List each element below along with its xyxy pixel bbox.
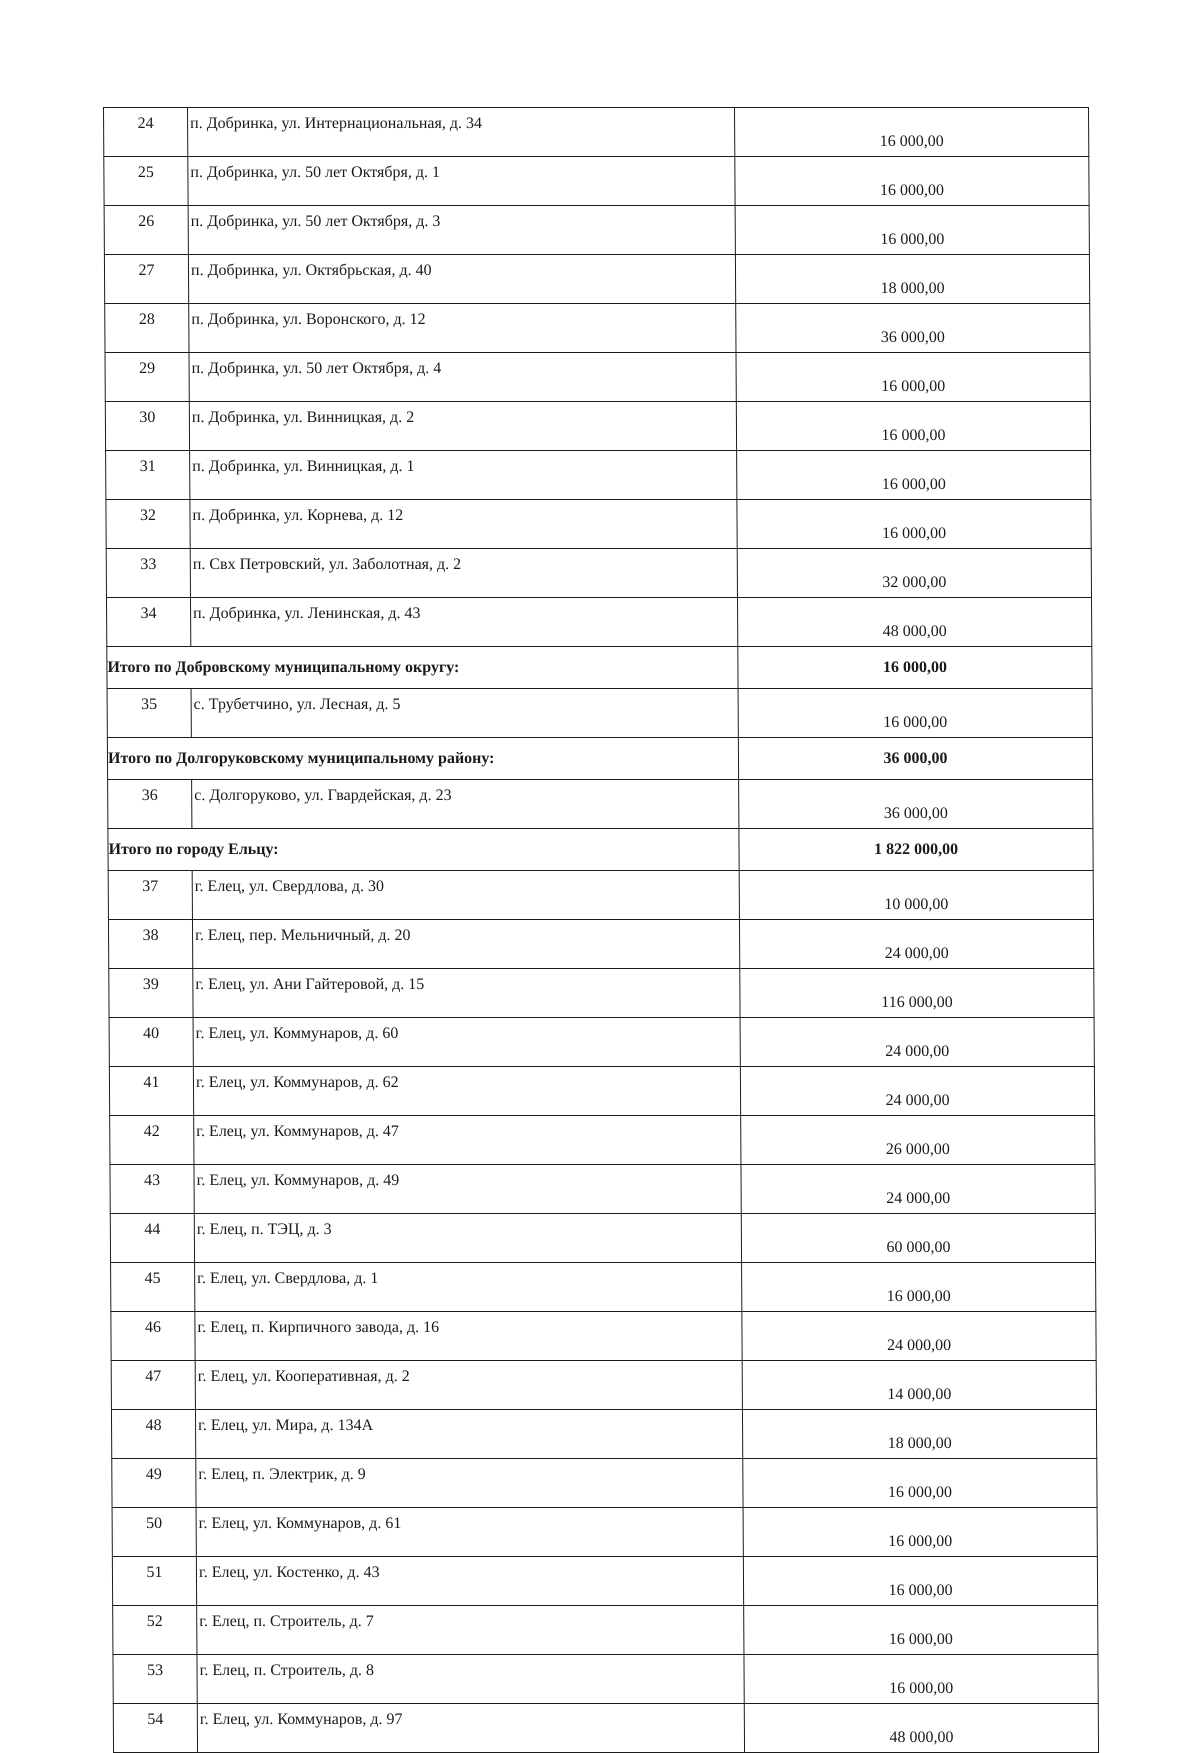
row-number: 28 bbox=[105, 304, 189, 353]
table-row bbox=[108, 780, 1093, 829]
amount-cell: 16 000,00 bbox=[736, 353, 1090, 402]
address-cell: г. Елец, ул. Коммунаров, д. 60 bbox=[193, 1018, 740, 1067]
table-row bbox=[108, 920, 1093, 969]
subtotal-amount: 36 000,00 bbox=[738, 738, 1092, 780]
amount-cell: 24 000,00 bbox=[739, 920, 1093, 969]
row-number: 46 bbox=[111, 1312, 195, 1361]
table-row bbox=[104, 108, 1089, 157]
amount-cell: 14 000,00 bbox=[742, 1361, 1096, 1410]
address-cell: п. Добринка, ул. Корнева, д. 12 bbox=[190, 500, 737, 549]
row-number: 25 bbox=[104, 157, 188, 206]
row-number: 30 bbox=[105, 402, 189, 451]
amount-cell: 26 000,00 bbox=[741, 1116, 1095, 1165]
address-cell: г. Елец, ул. Коммунаров, д. 61 bbox=[196, 1508, 743, 1557]
amount-cell: 16 000,00 bbox=[743, 1459, 1097, 1508]
table-row bbox=[106, 451, 1091, 500]
address-cell: г. Елец, ул. Костенко, д. 43 bbox=[196, 1557, 743, 1606]
table-row bbox=[105, 304, 1090, 353]
subtotal-row bbox=[108, 829, 1093, 871]
amount-cell: 16 000,00 bbox=[744, 1655, 1098, 1704]
table-row bbox=[112, 1508, 1097, 1557]
amount-cell: 32 000,00 bbox=[737, 549, 1091, 598]
table-row bbox=[110, 1116, 1095, 1165]
amount-cell: 16 000,00 bbox=[735, 157, 1089, 206]
subtotal-amount: 16 000,00 bbox=[738, 647, 1092, 689]
row-number: 42 bbox=[110, 1116, 194, 1165]
row-number: 45 bbox=[111, 1263, 195, 1312]
table-row bbox=[109, 1018, 1094, 1067]
address-cell: г. Елец, ул. Коммунаров, д. 49 bbox=[194, 1165, 741, 1214]
amount-cell: 16 000,00 bbox=[735, 206, 1089, 255]
row-number: 48 bbox=[111, 1410, 195, 1459]
amount-cell: 48 000,00 bbox=[737, 598, 1091, 647]
table-row bbox=[108, 871, 1093, 920]
funding-table bbox=[103, 107, 1099, 1753]
table-row bbox=[105, 353, 1090, 402]
amount-cell: 60 000,00 bbox=[741, 1214, 1095, 1263]
address-cell: г. Елец, пер. Мельничный, д. 20 bbox=[192, 920, 739, 969]
row-number: 47 bbox=[111, 1361, 195, 1410]
address-cell: п. Добринка, ул. Воронского, д. 12 bbox=[189, 304, 736, 353]
amount-cell: 18 000,00 bbox=[735, 255, 1089, 304]
row-number: 44 bbox=[110, 1214, 194, 1263]
address-cell: п. Добринка, ул. 50 лет Октября, д. 3 bbox=[188, 206, 735, 255]
amount-cell: 18 000,00 bbox=[742, 1410, 1096, 1459]
amount-cell: 24 000,00 bbox=[742, 1312, 1096, 1361]
row-number: 49 bbox=[112, 1459, 196, 1508]
address-cell: г. Елец, ул. Свердлова, д. 30 bbox=[192, 871, 739, 920]
table-row bbox=[105, 402, 1090, 451]
amount-cell: 24 000,00 bbox=[740, 1018, 1094, 1067]
amount-cell: 16 000,00 bbox=[737, 451, 1091, 500]
row-number: 39 bbox=[109, 969, 193, 1018]
address-cell: с. Трубетчино, ул. Лесная, д. 5 bbox=[191, 689, 738, 738]
address-cell: г. Елец, ул. Свердлова, д. 1 bbox=[195, 1263, 742, 1312]
address-cell: п. Добринка, ул. Винницкая, д. 2 bbox=[189, 402, 736, 451]
row-number: 27 bbox=[104, 255, 188, 304]
amount-cell: 10 000,00 bbox=[739, 871, 1093, 920]
row-number: 50 bbox=[112, 1508, 196, 1557]
table-row bbox=[110, 1165, 1095, 1214]
amount-cell: 16 000,00 bbox=[743, 1508, 1097, 1557]
amount-cell: 36 000,00 bbox=[739, 780, 1093, 829]
address-cell: п. Добринка, ул. Ленинская, д. 43 bbox=[190, 598, 737, 647]
table-row bbox=[113, 1704, 1098, 1753]
subtotal-amount: 1 822 000,00 bbox=[739, 829, 1093, 871]
address-cell: г. Елец, п. Строитель, д. 8 bbox=[197, 1655, 744, 1704]
address-cell: п. Добринка, ул. Винницкая, д. 1 bbox=[190, 451, 737, 500]
address-cell: г. Елец, п. Строитель, д. 7 bbox=[197, 1606, 744, 1655]
address-cell: г. Елец, ул. Ани Гайтеровой, д. 15 bbox=[193, 969, 740, 1018]
row-number: 53 bbox=[113, 1655, 197, 1704]
table-row bbox=[106, 500, 1091, 549]
amount-cell: 16 000,00 bbox=[742, 1263, 1096, 1312]
address-cell: п. Добринка, ул. 50 лет Октября, д. 1 bbox=[188, 157, 735, 206]
amount-cell: 24 000,00 bbox=[741, 1165, 1095, 1214]
table-row bbox=[109, 1067, 1094, 1116]
amount-cell: 16 000,00 bbox=[744, 1606, 1098, 1655]
address-cell: г. Елец, ул. Коммунаров, д. 62 bbox=[193, 1067, 740, 1116]
amount-cell: 16 000,00 bbox=[735, 108, 1089, 157]
amount-cell: 24 000,00 bbox=[740, 1067, 1094, 1116]
row-number: 35 bbox=[107, 689, 191, 738]
row-number: 26 bbox=[104, 206, 188, 255]
table-row bbox=[113, 1655, 1098, 1704]
table-body bbox=[104, 108, 1099, 1753]
row-number: 51 bbox=[112, 1557, 196, 1606]
amount-cell: 48 000,00 bbox=[744, 1704, 1098, 1753]
table-row bbox=[112, 1459, 1097, 1508]
address-cell: с. Долгоруково, ул. Гвардейская, д. 23 bbox=[192, 780, 739, 829]
row-number: 24 bbox=[104, 108, 188, 157]
table-row bbox=[104, 157, 1089, 206]
row-number: 31 bbox=[106, 451, 190, 500]
table-row bbox=[111, 1263, 1096, 1312]
table-row bbox=[106, 549, 1091, 598]
table-row bbox=[104, 206, 1089, 255]
subtotal-label: Итого по Долгоруковскому муниципальному району: bbox=[107, 738, 738, 780]
amount-cell: 16 000,00 bbox=[743, 1557, 1097, 1606]
address-cell: п. Свх Петровский, ул. Заболотная, д. 2 bbox=[190, 549, 737, 598]
table-row bbox=[113, 1606, 1098, 1655]
row-number: 41 bbox=[109, 1067, 193, 1116]
amount-cell: 16 000,00 bbox=[738, 689, 1092, 738]
table-row bbox=[111, 1410, 1096, 1459]
table-row bbox=[109, 969, 1094, 1018]
row-number: 43 bbox=[110, 1165, 194, 1214]
subtotal-label: Итого по городу Ельцу: bbox=[108, 829, 739, 871]
table-row bbox=[104, 255, 1089, 304]
table-row bbox=[111, 1312, 1096, 1361]
amount-cell: 16 000,00 bbox=[736, 402, 1090, 451]
row-number: 32 bbox=[106, 500, 190, 549]
row-number: 33 bbox=[106, 549, 190, 598]
table-row bbox=[112, 1557, 1097, 1606]
row-number: 52 bbox=[113, 1606, 197, 1655]
address-cell: г. Елец, ул. Коммунаров, д. 97 bbox=[197, 1704, 744, 1753]
address-cell: п. Добринка, ул. 50 лет Октября, д. 4 bbox=[189, 353, 736, 402]
amount-cell: 16 000,00 bbox=[737, 500, 1091, 549]
subtotal-row bbox=[107, 738, 1092, 780]
table-row bbox=[111, 1361, 1096, 1410]
row-number: 34 bbox=[106, 598, 190, 647]
address-cell: г. Елец, ул. Коммунаров, д. 47 bbox=[194, 1116, 741, 1165]
address-cell: г. Елец, п. Электрик, д. 9 bbox=[196, 1459, 743, 1508]
address-cell: г. Елец, ул. Кооперативная, д. 2 bbox=[195, 1361, 742, 1410]
row-number: 37 bbox=[108, 871, 192, 920]
row-number: 54 bbox=[113, 1704, 197, 1753]
address-cell: г. Елец, п. Кирпичного завода, д. 16 bbox=[195, 1312, 742, 1361]
table-row bbox=[107, 689, 1092, 738]
address-cell: п. Добринка, ул. Октябрьская, д. 40 bbox=[188, 255, 735, 304]
row-number: 38 bbox=[108, 920, 192, 969]
amount-cell: 36 000,00 bbox=[736, 304, 1090, 353]
table-row bbox=[106, 598, 1091, 647]
table-row bbox=[110, 1214, 1095, 1263]
subtotal-row bbox=[107, 647, 1092, 689]
address-cell: г. Елец, ул. Мира, д. 134А bbox=[195, 1410, 742, 1459]
row-number: 40 bbox=[109, 1018, 193, 1067]
subtotal-label: Итого по Добровскому муниципальному округу: bbox=[107, 647, 738, 689]
amount-cell: 116 000,00 bbox=[740, 969, 1094, 1018]
row-number: 29 bbox=[105, 353, 189, 402]
address-cell: п. Добринка, ул. Интернациональная, д. 34 bbox=[188, 108, 735, 157]
address-cell: г. Елец, п. ТЭЦ, д. 3 bbox=[194, 1214, 741, 1263]
row-number: 36 bbox=[108, 780, 192, 829]
